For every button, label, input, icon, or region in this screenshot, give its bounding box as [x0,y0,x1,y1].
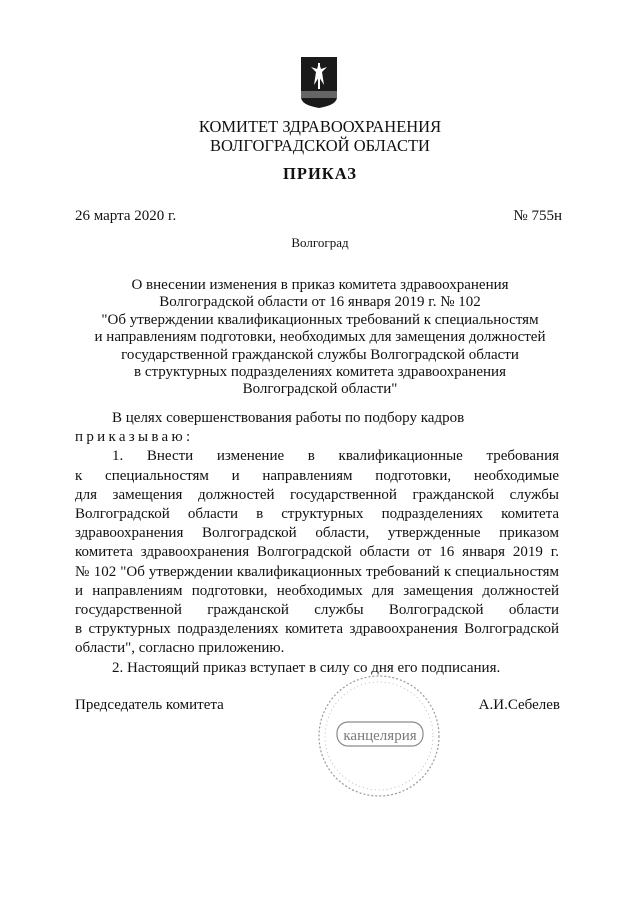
subject-line: и направлениям подготовки, необходимых для замещения должностей [94,329,546,346]
committee-name [0,117,640,155]
item-1-line: здравоохранения Волгоградской области, утвержденные приказом [75,525,559,542]
item-1-line: комитета здравоохранения Волгоградской области от 16 января 2019 г. [75,544,559,561]
subject-line: в структурных подразделениях комитета здравоохранения [134,364,506,381]
item-1-line: государственной гражданской службы Волгоградской области [75,602,559,619]
orders-word: приказываю: [75,429,194,446]
item-1-line: 1. Внести изменение в квалификационные требования [112,448,559,465]
subject-line: Волгоградской области от 16 января 2019 г. № 102 [159,294,481,311]
item-1-line: и направлениям подготовки, необходимых для замещения должностей [75,582,559,599]
order-subject [0,277,640,399]
subject-line: Волгоградской области" [242,381,398,398]
committee-line-2: ВОЛГОГРАДСКОЙ ОБЛАСТИ [210,136,430,155]
coat-of-arms-icon [299,55,339,110]
item-1-line: области", согласно приложению. [75,640,285,657]
order-body [75,409,559,678]
order-number: № 755н [513,208,562,224]
item-2-paragraph: 2. Настоящий приказ вступает в силу со дня его подписания. [112,659,501,676]
subject-line: "Об утверждении квалификационных требований к специальностям [101,311,539,328]
subject-line: О внесении изменения в приказ комитета здравоохранения [131,277,509,293]
item-1-line: Волгоградской области в структурных подразделениях комитета [75,506,559,523]
item-1-line: в структурных подразделениях комитета здравоохранения Волгоградской [75,621,559,638]
signatory-position: Председатель комитета [75,697,224,713]
item-1-line: для замещения должностей государственной гражданской службы [75,486,559,503]
committee-line-1: КОМИТЕТ ЗДРАВООХРАНЕНИЯ [198,117,442,136]
office-stamp [315,672,443,800]
stamp-label: канцелярия [343,728,417,744]
order-date: 26 марта 2020 г. [75,208,177,224]
subject-line: государственной гражданской службы Волгоградской области [121,346,519,363]
item-1-line: № 102 "Об утверждении квалификационных требований к специальностям [75,563,559,580]
document-type: ПРИКАЗ [283,164,357,183]
intro-paragraph: В целях совершенствования работы по подбору кадров [112,410,465,426]
item-1-line: к специальностям и направлениям подготовки, необходимые [75,467,559,484]
signatory-name: А.И.Себелев [478,697,560,713]
city: Волгоград [291,235,349,250]
